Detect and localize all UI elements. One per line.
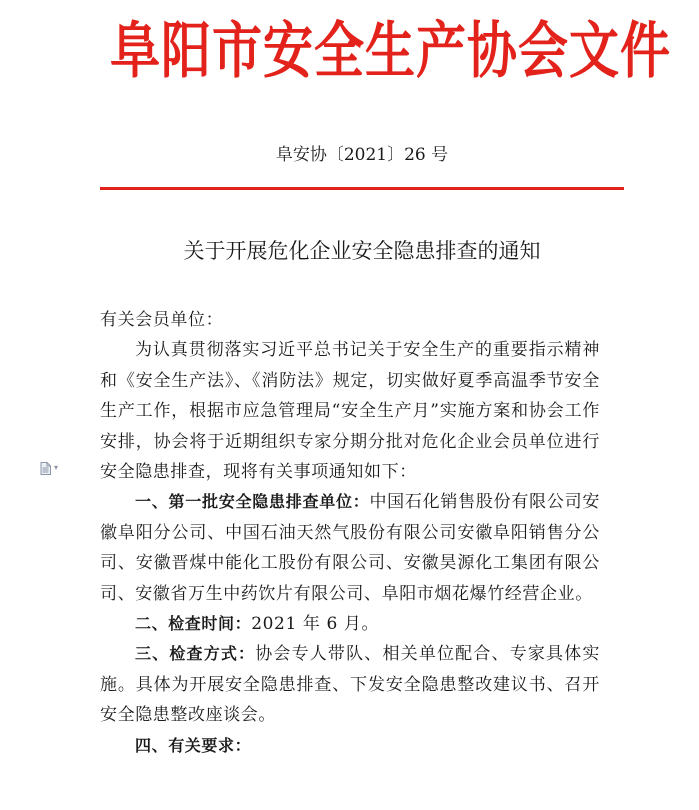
document-icon[interactable]	[40, 461, 68, 475]
notice-title: 关于开展危化企业安全隐患排查的通知	[183, 239, 541, 263]
section-3	[100, 639, 600, 730]
section-4-heading: 四、有关要求：	[135, 735, 252, 755]
section-1	[100, 487, 600, 609]
section-1-text: 中国石化销售股份有限公司安徽阜阳分公司、中国石油天然气股份有限公司安徽阜阳销售分公司、安徽晋煤中能化工股份有限公司、安徽昊源化工集团有限公司、安徽省万生中药饮片有限公司、阜阳市烟花爆竹经营企业。	[100, 492, 600, 604]
masthead: 阜阳市安全生产协会文件	[110, 15, 671, 87]
section-2-text: 2021 年 6 月。	[251, 614, 380, 635]
page-icon	[40, 462, 51, 475]
section-4	[100, 731, 600, 761]
chevron-down-icon: ▾	[54, 463, 59, 472]
document-body	[100, 305, 600, 761]
section-3-heading: 三、检查方式：	[135, 644, 256, 664]
intro-paragraph: 为认真贯彻落实习近平总书记关于安全生产的重要指示精神和《安全生产法》、《消防法》规定，切实做好夏季高温季节安全生产工作，根据市应急管理局“安全生产月”实施方案和协会工作安排，协会将于近期组织专家分期分批对危化企业会员单位进行安全隐患排查，现将有关事项通知如下：	[100, 340, 600, 483]
section-2-heading: 二、检查时间：	[135, 614, 252, 634]
section-1-heading: 一、第一批安全隐患排查单位：	[135, 492, 370, 512]
section-3-text: 协会专人带队、相关单位配合、专家具体实施。具体为开展安全隐患排查、下发安全隐患整改建议书、召开安全隐患整改座谈会。	[100, 644, 600, 726]
section-2	[100, 609, 600, 639]
document-number: 阜安协〔2021〕26 号	[275, 145, 449, 165]
red-divider	[100, 187, 624, 190]
salutation: 有关会员单位：	[100, 310, 224, 330]
